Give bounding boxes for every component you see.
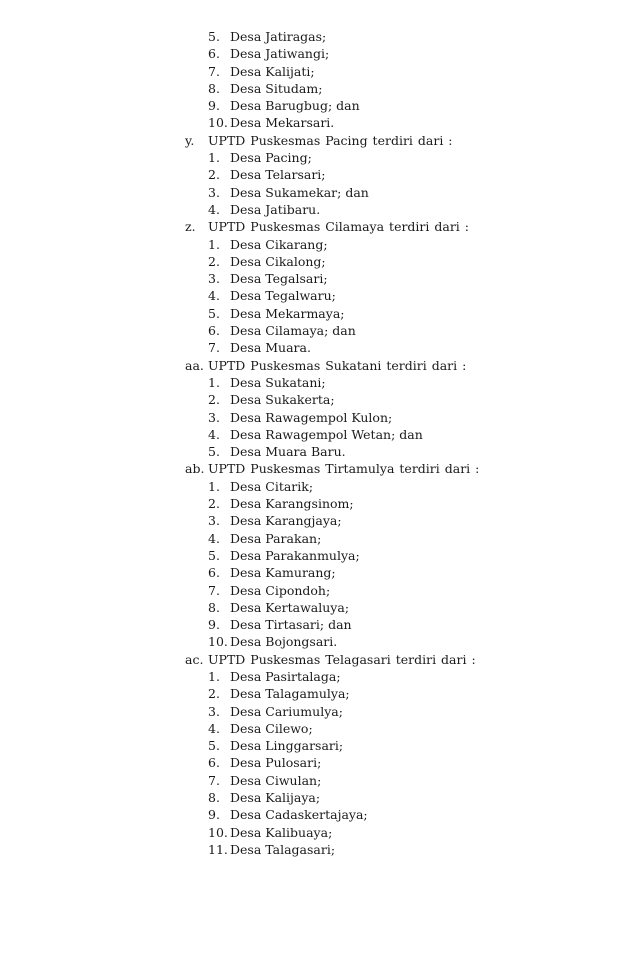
item-number: 9. <box>208 98 220 114</box>
list-item <box>0 841 638 858</box>
list-item <box>0 824 638 841</box>
village-name: Desa Parakan; <box>230 530 322 546</box>
section-marker: aa. <box>185 357 204 373</box>
village-name: Desa Bojongsari. <box>230 634 338 650</box>
item-number: 3. <box>208 513 220 529</box>
list-item <box>0 374 638 391</box>
village-name: Desa Cikalong; <box>230 253 326 269</box>
list-item <box>0 253 638 270</box>
village-name: Desa Rawagempol Wetan; dan <box>230 426 423 442</box>
list-item <box>0 28 638 45</box>
item-number: 4. <box>208 720 220 736</box>
item-number: 10. <box>208 634 228 650</box>
village-name: Desa Pulosari; <box>230 755 322 771</box>
section-heading <box>0 460 638 477</box>
list-item <box>0 391 638 408</box>
section-heading <box>0 132 638 149</box>
section-title: UPTD Puskesmas Telagasari terdiri dari : <box>208 651 476 667</box>
village-name: Desa Kalibuaya; <box>230 824 333 840</box>
village-name: Desa Cariumulya; <box>230 703 343 719</box>
village-name: Desa Jatibaru. <box>230 201 321 217</box>
list-item <box>0 409 638 426</box>
item-number: 8. <box>208 790 220 806</box>
list-item <box>0 772 638 789</box>
village-name: Desa Kamurang; <box>230 565 336 581</box>
item-number: 8. <box>208 599 220 615</box>
list-item <box>0 478 638 495</box>
village-name: Desa Sukakerta; <box>230 392 335 408</box>
item-number: 10. <box>208 824 228 840</box>
village-name: Desa Rawagempol Kulon; <box>230 409 393 425</box>
list-item <box>0 599 638 616</box>
list-item <box>0 63 638 80</box>
item-number: 7. <box>208 340 220 356</box>
item-number: 3. <box>208 271 220 287</box>
item-number: 2. <box>208 686 220 702</box>
list-item <box>0 512 638 529</box>
item-number: 1. <box>208 478 220 494</box>
village-name: Desa Cadaskertajaya; <box>230 807 368 823</box>
section-title: UPTD Puskesmas Cilamaya terdiri dari : <box>208 219 469 235</box>
village-name: Desa Kalijati; <box>230 63 315 79</box>
section-marker: z. <box>185 219 196 235</box>
village-name: Desa Cilewo; <box>230 720 313 736</box>
village-name: Desa Citarik; <box>230 478 314 494</box>
item-number: 3. <box>208 184 220 200</box>
village-name: Desa Karangsinom; <box>230 496 354 512</box>
list-item <box>0 530 638 547</box>
section-marker: y. <box>185 132 195 148</box>
item-number: 5. <box>208 547 220 563</box>
village-name: Desa Parakanmulya; <box>230 547 360 563</box>
section-title: UPTD Puskesmas Tirtamulya terdiri dari : <box>208 461 480 477</box>
village-name: Desa Muara. <box>230 340 311 356</box>
list-item <box>0 582 638 599</box>
village-name: Desa Muara Baru. <box>230 444 346 460</box>
village-name: Desa Kalijaya; <box>230 790 321 806</box>
village-name: Desa Telarsari; <box>230 167 326 183</box>
item-number: 5. <box>208 305 220 321</box>
item-number: 3. <box>208 409 220 425</box>
list-item <box>0 270 638 287</box>
village-name: Desa Sukamekar; dan <box>230 184 369 200</box>
village-name: Desa Barugbug; dan <box>230 98 360 114</box>
document-page <box>0 28 638 858</box>
item-number: 2. <box>208 496 220 512</box>
village-name: Desa Ciwulan; <box>230 772 322 788</box>
village-name: Desa Tirtasari; dan <box>230 617 352 633</box>
section-heading <box>0 218 638 235</box>
item-number: 4. <box>208 530 220 546</box>
list-item <box>0 564 638 581</box>
list-item <box>0 547 638 564</box>
list-item <box>0 754 638 771</box>
list-item <box>0 616 638 633</box>
item-number: 5. <box>208 444 220 460</box>
list-item <box>0 426 638 443</box>
village-name: Desa Talagamulya; <box>230 686 350 702</box>
item-number: 6. <box>208 755 220 771</box>
list-item <box>0 339 638 356</box>
list-item <box>0 495 638 512</box>
item-number: 3. <box>208 703 220 719</box>
list-item <box>0 80 638 97</box>
village-name: Desa Jatiwangi; <box>230 46 330 62</box>
section-heading <box>0 357 638 374</box>
list-item <box>0 685 638 702</box>
village-name: Desa Cipondoh; <box>230 582 331 598</box>
item-number: 8. <box>208 80 220 96</box>
item-number: 4. <box>208 201 220 217</box>
item-number: 7. <box>208 772 220 788</box>
village-name: Desa Karangjaya; <box>230 513 342 529</box>
item-number: 1. <box>208 236 220 252</box>
list-item <box>0 668 638 685</box>
item-number: 7. <box>208 63 220 79</box>
village-name: Desa Tegalsari; <box>230 271 328 287</box>
village-name: Desa Cilamaya; dan <box>230 323 356 339</box>
item-number: 9. <box>208 617 220 633</box>
village-name: Desa Linggarsari; <box>230 738 344 754</box>
list-item <box>0 184 638 201</box>
list-item <box>0 166 638 183</box>
item-number: 1. <box>208 668 220 684</box>
list-item <box>0 287 638 304</box>
village-name: Desa Situdam; <box>230 80 323 96</box>
village-name: Desa Tegalwaru; <box>230 288 336 304</box>
list-item <box>0 789 638 806</box>
list-item <box>0 703 638 720</box>
section-marker: ac. <box>185 651 204 667</box>
list-item <box>0 806 638 823</box>
list-item <box>0 322 638 339</box>
village-name: Desa Jatiragas; <box>230 29 327 44</box>
village-name: Desa Mekarsari. <box>230 115 335 131</box>
section-heading <box>0 651 638 668</box>
list-item <box>0 443 638 460</box>
item-number: 2. <box>208 253 220 269</box>
list-item <box>0 720 638 737</box>
section-title: UPTD Puskesmas Sukatani terdiri dari : <box>208 357 467 373</box>
item-number: 2. <box>208 392 220 408</box>
item-number: 7. <box>208 582 220 598</box>
section-title: UPTD Puskesmas Pacing terdiri dari : <box>208 132 453 148</box>
item-number: 11. <box>208 841 228 857</box>
section-marker: ab. <box>185 461 205 477</box>
village-name: Desa Talagasari; <box>230 841 336 857</box>
item-number: 9. <box>208 807 220 823</box>
item-number: 5. <box>208 29 220 44</box>
item-number: 6. <box>208 323 220 339</box>
village-name: Desa Mekarmaya; <box>230 305 345 321</box>
village-name: Desa Pasirtalaga; <box>230 668 341 684</box>
village-name: Desa Sukatani; <box>230 374 326 390</box>
village-name: Desa Pacing; <box>230 150 312 166</box>
item-number: 4. <box>208 426 220 442</box>
village-name: Desa Kertawaluya; <box>230 599 350 615</box>
item-number: 6. <box>208 565 220 581</box>
list-item <box>0 97 638 114</box>
item-number: 1. <box>208 374 220 390</box>
item-number: 4. <box>208 288 220 304</box>
list-item <box>0 45 638 62</box>
list-item <box>0 149 638 166</box>
item-number: 1. <box>208 150 220 166</box>
list-item <box>0 201 638 218</box>
list-item <box>0 236 638 253</box>
list-item <box>0 737 638 754</box>
item-number: 6. <box>208 46 220 62</box>
item-number: 2. <box>208 167 220 183</box>
list-item <box>0 633 638 650</box>
village-name: Desa Cikarang; <box>230 236 328 252</box>
list-item <box>0 305 638 322</box>
list-item <box>0 114 638 131</box>
item-number: 5. <box>208 738 220 754</box>
item-number: 10. <box>208 115 228 131</box>
